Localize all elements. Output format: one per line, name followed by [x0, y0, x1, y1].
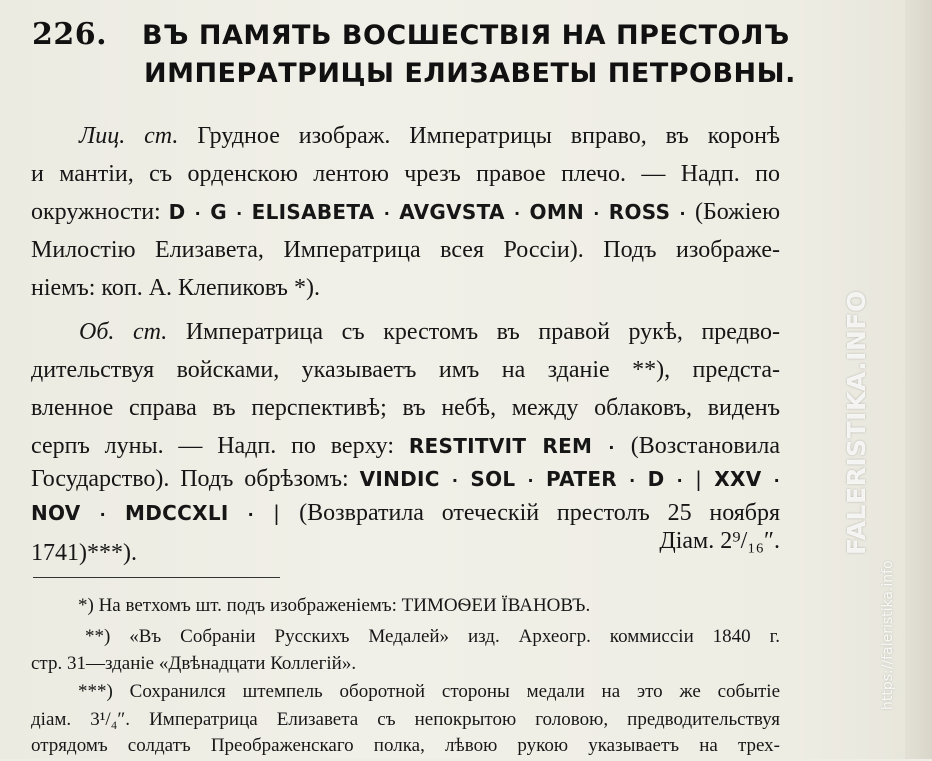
reverse-line-1: Об. ст. Императрица съ крестомъ въ правой рукѣ, предво-: [79, 319, 780, 345]
reverse-line-3: вленное справа въ перспективѣ; въ небѣ, между облаковъ, виденъ: [31, 395, 780, 421]
obverse-label: Лиц. ст.: [79, 123, 179, 149]
footnote-3-line-1: ***) Сохранился штемпель оборотной стороны медали на это же событіе: [78, 681, 780, 702]
footnote-2-line-1: **) «Въ Собраніи Русскихъ Медалей» изд. Археогр. коммиссіи 1840 г.: [85, 626, 780, 647]
reverse-top-inscription: RESTITVIT REM ·: [408, 434, 615, 458]
footnote-2-line-2: стр. 31—зданіе «Двѣнадцати Коллегій».: [31, 653, 357, 674]
watermark: FALERISTIKA.INFO: [842, 290, 871, 555]
obverse-line-1: Лиц. ст. Грудное изображ. Императрицы вправо, въ коронѣ: [79, 123, 781, 149]
reverse-line-6: NOV · MDCCXLI · | (Возвратила отеческій престолъ 25 ноября 1741)***).: [31, 500, 781, 566]
heading-line-1: ВЪ ПАМЯТЬ ВОСШЕСТВІЯ НА ПРЕСТОЛЪ: [142, 20, 790, 51]
exergue-inscription-cont: NOV · MDCCXLI · |: [31, 501, 281, 525]
obverse-line-4: Милостію Елизавета, Императрица всея Россіи). Подъ изображе-: [31, 237, 780, 263]
watermark-url: https://faleristika.info: [880, 560, 896, 710]
medal-number: 226.: [32, 17, 108, 52]
reverse-line-5: Государство). Подъ обрѣзомъ: VINDIC · SOL · PATER · D · | XXV ·: [31, 466, 780, 492]
reverse-label: Об. ст.: [79, 319, 168, 345]
medal-diameter: Діам. 2⁹/₁₆″.: [659, 528, 780, 554]
reverse-line-4: серпъ луны. — Надп. по верху: RESTITVIT REM · (Возстановила: [31, 433, 781, 459]
footnote-3-line-2: діам. 3¹/₄″. Императрица Елизавета съ непокрытою головою, предводительствуя: [31, 709, 780, 730]
exergue-inscription: VINDIC · SOL · PATER · D · | XXV ·: [359, 467, 780, 491]
footnote-separator: [33, 577, 280, 578]
page-edge: [905, 0, 932, 759]
obverse-line-2: и мантіи, съ орденскою лентою чрезъ правое плечо. — Надп. по: [31, 161, 780, 187]
obverse-line-5: ніемъ: коп. А. Клепиковъ *).: [31, 275, 320, 301]
footnote-3-line-3: отрядомъ солдатъ Преображенскаго полка, лѣвою рукою указываетъ на трех-: [31, 735, 780, 756]
medal-heading: [32, 16, 796, 93]
reverse-line-2: дительствуя войсками, указываетъ имъ на зданіе **), предста-: [31, 357, 780, 383]
footnote-1: *) На ветхомъ шт. подъ изображеніемъ: ТИМОѲЕИ ЇВАНОВЪ.: [78, 595, 591, 616]
obverse-line-3: окружности: D · G · ELISABETA · AVGVSTA · OMN · ROSS · (Божіею: [31, 199, 780, 225]
heading-line-2: ИМПЕРАТРИЦЫ ЕЛИЗАВЕТЫ ПЕТРОВНЫ.: [144, 58, 796, 89]
obverse-inscription: D · G · ELISABETA · AVGVSTA · OMN · ROSS ·: [168, 200, 686, 224]
